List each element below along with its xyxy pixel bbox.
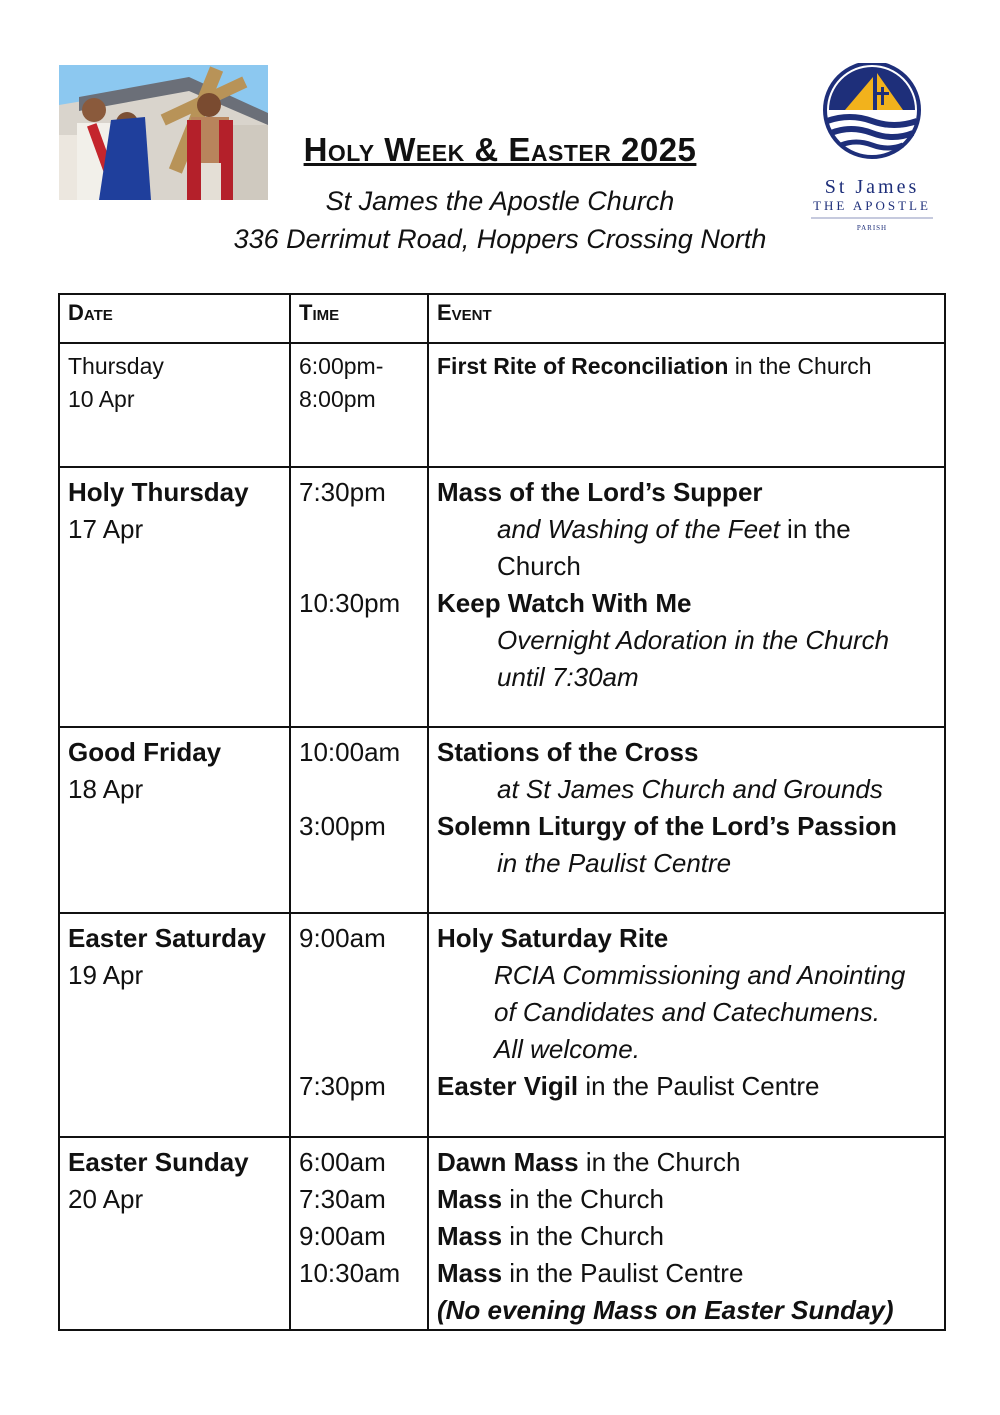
table-row <box>59 467 945 727</box>
time-cell <box>290 727 428 913</box>
date-label: 20 Apr <box>68 1184 144 1214</box>
date-cell <box>59 343 290 467</box>
event-location: in the Paulist Centre <box>502 1258 744 1288</box>
page-title: Holy Week & Easter 2025 <box>303 131 697 168</box>
event-title: Stations of the Cross <box>437 737 699 767</box>
event-detail: and Washing of the Feet <box>497 514 780 544</box>
day-label: Holy Thursday <box>68 477 249 507</box>
date-cell <box>59 913 290 1137</box>
logo-line2: THE APOSTLE <box>813 198 931 213</box>
header-event: Event <box>428 294 945 343</box>
date-cell <box>59 727 290 913</box>
time-label: 9:00am <box>299 923 386 953</box>
date-label: 10 Apr <box>68 386 135 412</box>
table-row <box>59 727 945 913</box>
event-title: First Rite of Reconciliation <box>437 353 729 379</box>
date-label: 18 Apr <box>68 774 144 804</box>
event-title: Keep Watch With Me <box>437 588 692 618</box>
event-title: Dawn Mass <box>437 1147 579 1177</box>
header-date: Date <box>59 294 290 343</box>
event-cell <box>428 727 945 913</box>
time-cell <box>290 467 428 727</box>
event-cell <box>428 1137 945 1330</box>
time-label: 8:00pm <box>299 386 376 412</box>
event-detail: RCIA Commissioning and Anointing <box>494 960 906 990</box>
event-location: in the Church <box>497 514 851 581</box>
church-address: 336 Derrimut Road, Hoppers Crossing North <box>233 224 767 254</box>
event-detail: All welcome. <box>494 1034 640 1064</box>
table-row <box>59 1137 945 1330</box>
event-location: in the Church <box>502 1184 664 1214</box>
time-label: 6:00pm- <box>299 353 384 379</box>
logo-line1: St James <box>824 176 920 198</box>
time-label: 10:30am <box>299 1258 401 1288</box>
date-cell <box>59 467 290 727</box>
event-detail: of Candidates and Catechumens. <box>494 997 880 1027</box>
time-label: 6:00am <box>299 1147 386 1177</box>
event-detail: Overnight Adoration in the Church until 7:30am <box>497 625 890 692</box>
day-label: Thursday <box>68 353 164 379</box>
table-row <box>59 913 945 1137</box>
event-title: Holy Saturday Rite <box>437 923 669 953</box>
time-label: 7:30pm <box>299 477 386 507</box>
time-cell <box>290 343 428 467</box>
day-label: Easter Saturday <box>68 923 266 953</box>
event-location: in the Church <box>502 1221 664 1251</box>
event-title: Mass <box>437 1258 503 1288</box>
event-title: Mass of the Lord’s Supper <box>437 477 763 507</box>
date-label: 19 Apr <box>68 960 144 990</box>
time-cell <box>290 913 428 1137</box>
table-header-row <box>59 294 945 343</box>
time-label: 10:00am <box>299 737 401 767</box>
time-label: 10:30pm <box>299 588 401 618</box>
event-cell <box>428 467 945 727</box>
event-title: Mass <box>437 1184 503 1214</box>
event-title: Solemn Liturgy of the Lord’s Passion <box>437 811 897 841</box>
event-cell <box>428 913 945 1137</box>
event-location: in the Church <box>578 1147 741 1177</box>
table-row <box>59 343 945 467</box>
event-title: Mass <box>437 1221 503 1251</box>
schedule-table <box>58 293 946 1331</box>
event-title: Easter Vigil <box>437 1071 579 1101</box>
event-location: in the Church <box>728 353 872 379</box>
logo-line3: PARISH <box>856 224 888 232</box>
event-detail: at St James Church and Grounds <box>497 774 883 804</box>
time-label: 7:30am <box>299 1184 386 1214</box>
event-note: (No evening Mass on Easter Sunday) <box>437 1295 894 1325</box>
parish-logo <box>803 63 941 233</box>
time-label: 3:00pm <box>299 811 386 841</box>
event-cell <box>428 343 945 467</box>
time-label: 9:00am <box>299 1221 386 1251</box>
date-cell <box>59 1137 290 1330</box>
time-cell <box>290 1137 428 1330</box>
church-name: St James the Apostle Church <box>325 186 675 216</box>
header-time: Time <box>290 294 428 343</box>
day-label: Good Friday <box>68 737 222 767</box>
time-label: 7:30pm <box>299 1071 386 1101</box>
event-detail: in the Paulist Centre <box>497 848 732 878</box>
event-location: in the Paulist Centre <box>578 1071 820 1101</box>
date-label: 17 Apr <box>68 514 144 544</box>
day-label: Easter Sunday <box>68 1147 249 1177</box>
